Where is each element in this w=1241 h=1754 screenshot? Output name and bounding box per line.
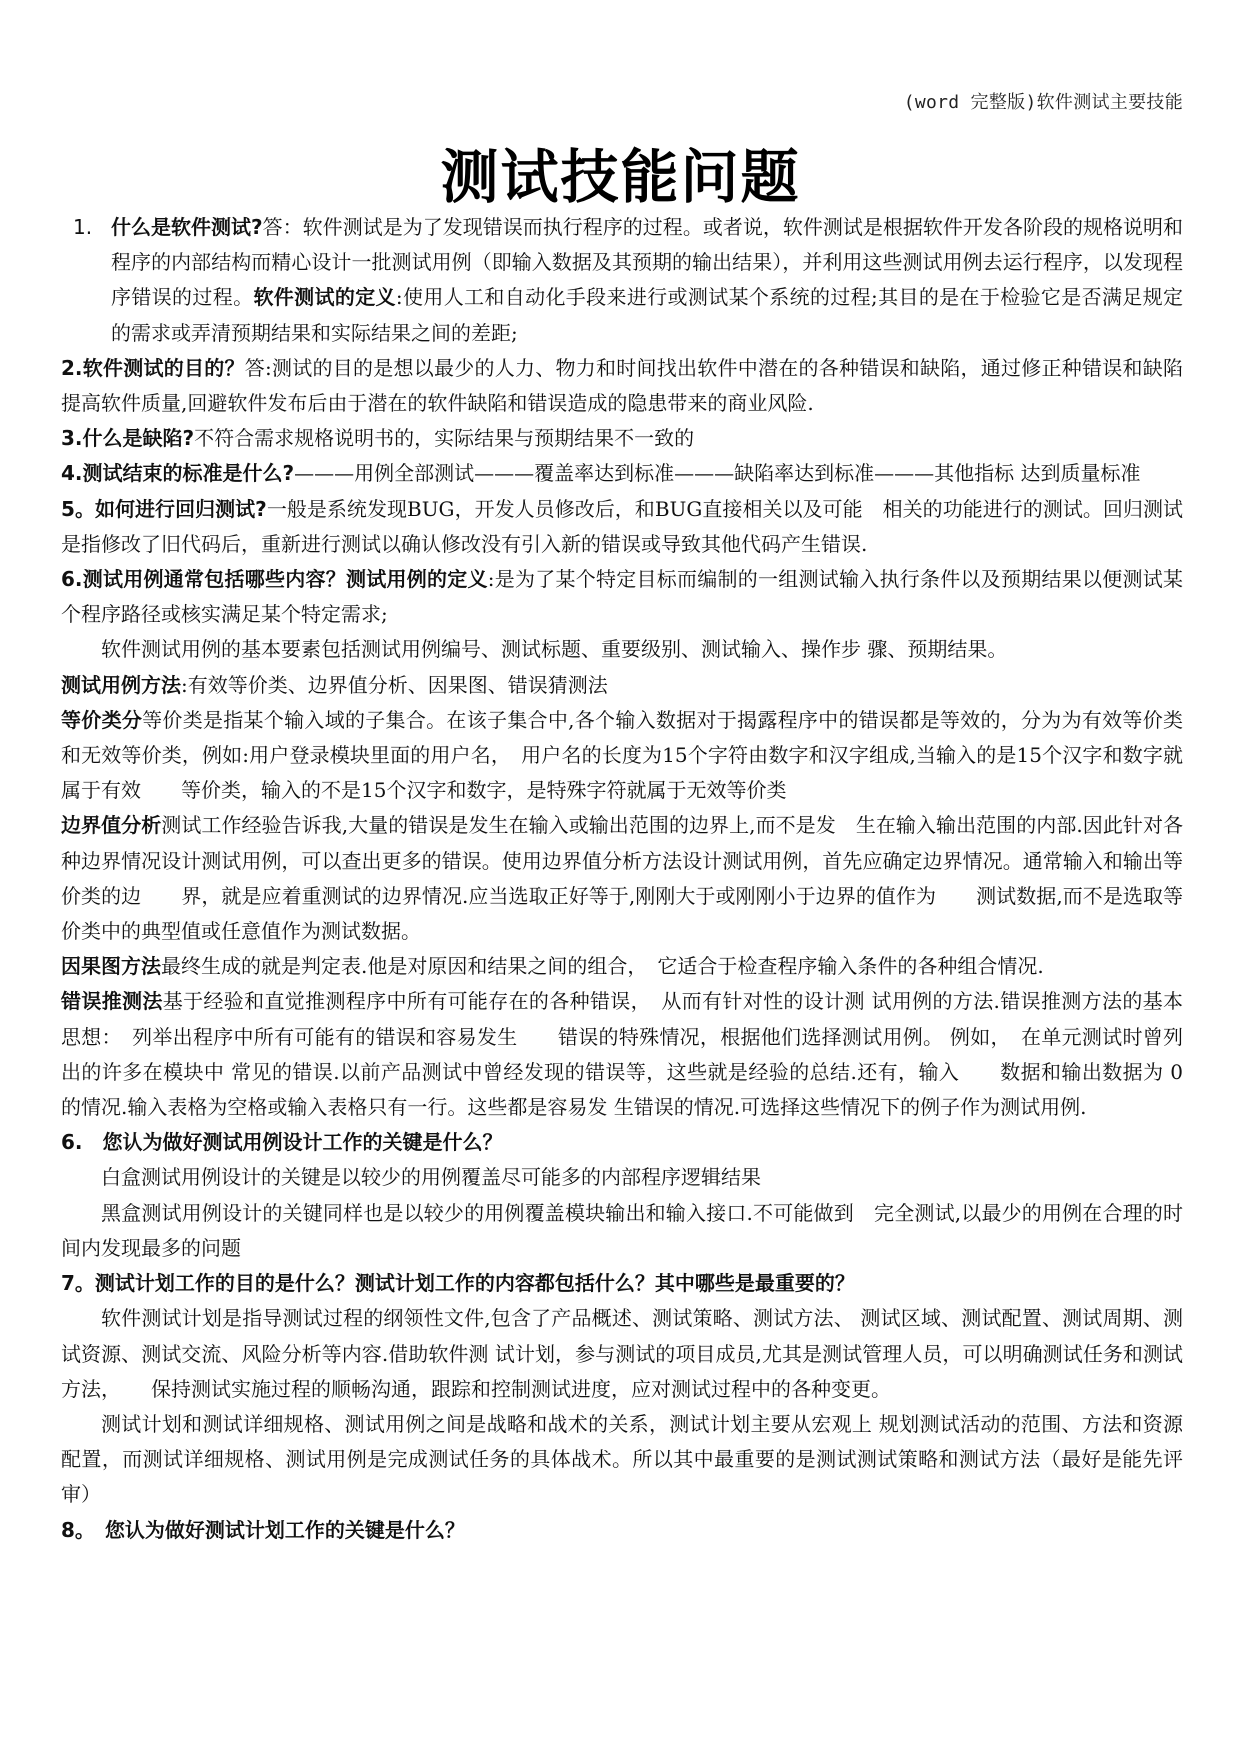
question-7-paragraph-2: 测试计划和测试详细规格、测试用例之间是战略和战术的关系，测试计划主要从宏观上 规划测试活动的范围、方法和资源配置，而测试详细规格、测试用例是完成测试任务的具体战术。所以其中最重要的是测试测试策略和测试方法（最好是能先评审） [61,1411,1183,1507]
question-1-body: 答：软件测试是为了发现错误而执行程序的过程。或者说，软件测试是根据软件开发各阶段的规格说明和程序的内部结构而精心设计一批测试用例（即输入数据及其预期的输出结果），并利用这些测试用例去运行程序，以发现程序错误的过程。 [111,215,1183,310]
boundary-value-body: 测试工作经验告诉我,大量的错误是发生在输入或输出范围的边界上,而不是发 生在输入输出范围的内部.因此针对各种边界情况设计测试用例，可以查出更多的错误。使用边界值分析方法设计测试用例，首先应确定边界情况。通常输入和输出等价类的边 界，就是应着重测试的边界情况.应当选取正好等于,刚刚大于或刚刚小于边界的值作为 测试数据,而不是选取等价类中的典型值或任意值作为测试数据。 [61,813,1184,944]
question-6-body: :是为了某个特定目标而编制的一组测试输入执行条件以及预期结果以便测试某个程序路径或核实满足某个特定需求; [61,567,1183,627]
error-guessing-body: 基于经验和直觉推测程序中所有可能存在的各种错误， 从而有针对性的设计测 试用例的方法.错误推测方法的基本思想： 列举出程序中所有可能有的错误和容易发生 错误的特殊情况，根据他们选择测试用例。 例如， 在单元测试时曾列出的许多在模块中 常见的错误.以前产品测试中曾经发现的错误等，这些就是经验的总结.还有，输入 数据和输出数据为 0 的情况.输入表格为空格或输入表格只有一行。这些都是容易发 生错误的情况.可选择这些情况下的例子作为测试用例. [61,989,1184,1120]
header-note: (word 完整版)软件测试主要技能 [903,92,1183,113]
question-6 [61,562,1183,632]
question-4-body: ———用例全部测试———覆盖率达到标准———缺陷率达到标准———其他指标 达到质量标准 [294,461,1141,486]
question-7-paragraph-1: 软件测试计划是指导测试过程的纲领性文件,包含了产品概述、测试策略、测试方法、 测试区域、测试配置、测试周期、测试资源、测试交流、风险分析等内容.借助软件测 试计划，参与测试的项目成员,尤其是测试管理人员，可以明确测试任务和测试方法， 保持测试实施过程的顺畅沟通，跟踪和控制测试进度，应对测试过程中的各种变更。 [61,1306,1183,1401]
cause-effect-body: 最终生成的就是判定表.他是对原因和结果之间的组合， 它适合于检查程序输入条件的各种组合情况. [161,954,1044,979]
black-box-key: 黑盒测试用例设计的关键同样也是以较少的用例覆盖模块输出和输入接口.不可能做到 完全测试,以最少的用例在合理的时间内发现最多的问题 [61,1200,1183,1260]
question-5-lead: 5。如何进行回归测试? [61,496,267,521]
error-guessing-lead: 错误推测法 [61,989,163,1014]
software-testing-definition-lead: 软件测试的定义 [253,285,396,310]
boundary-value-lead: 边界值分析 [61,813,162,838]
question-8-heading: 8。 您认为做好测试计划工作的关键是什么？ [61,1517,465,1542]
test-case-elements: 软件测试用例的基本要素包括测试用例编号、测试标题、重要级别、测试输入、操作步 骤、预期结果。 [101,637,1008,662]
test-case-methods-lead: 测试用例方法 [61,672,181,697]
test-case-methods [61,668,1183,703]
question-6-lead: 6.测试用例通常包括哪些内容？测试用例的定义 [61,567,488,592]
question-4-lead: 4.测试结束的标准是什么? [61,461,295,486]
question-1-lead: 什么是软件测试? [111,215,263,239]
question-1-text [111,210,1183,351]
question-2-body: 答:测试的目的是想以最少的人力、物力和时间找出软件中潜在的各种错误和缺陷，通过修正种错误和缺陷提高软件质量,回避软件发布后由于潜在的软件缺陷和错误造成的隐患带来的商业风险. [61,355,1183,416]
question-3-lead: 3.什么是缺陷? [61,426,195,451]
equivalence-class-lead: 等价类分 [61,707,143,732]
document-body [61,210,1183,1548]
question-3-body: 不符合需求规格说明书的，实际结果与预期结果不一致的 [194,426,695,451]
page-title: 测试技能问题 [440,143,801,211]
question-7-heading: 7。测试计划工作的目的是什么？测试计划工作的内容都包括什么？其中哪些是最重要的？ [61,1271,855,1296]
software-testing-definition-body: :使用人工和自动化手段来进行或测试某个系统的过程;其目的是在于检验它是否满足规定的需求或弄清预期结果和实际结果之间的差距; [111,285,1184,345]
question-3 [61,421,1183,456]
cause-effect [61,949,1183,984]
white-box-key: 白盒测试用例设计的关键是以较少的用例覆盖尽可能多的内部程序逻辑结果 [101,1165,761,1190]
question-4 [61,456,1183,491]
question-6b-heading: 6. 您认为做好测试用例设计工作的关键是什么？ [61,1130,503,1155]
question-1-number: 1. [73,215,93,239]
cause-effect-lead: 因果图方法 [61,954,161,979]
equivalence-class-body: 等价类是指某个输入域的子集合。在该子集合中,各个输入数据对于揭露程序中的错误都是等效的，分为为有效等价类和无效等价类，例如:用户登录模块里面的用户名， 用户名的长度为15个字符由数字和汉字组成,当输入的是15个汉字和数字就属于有效 等价类，输入的不是15个汉字和数字，是特殊字符就属于无效等价类 [61,707,1184,803]
error-guessing [61,984,1183,1125]
question-5 [61,492,1183,562]
test-case-methods-body: :有效等价类、边界值分析、因果图、错误猜测法 [181,672,608,697]
equivalence-class [61,703,1183,809]
boundary-value [61,808,1183,949]
question-2 [61,351,1183,421]
question-1 [61,210,1183,351]
question-2-lead: 2.软件测试的目的？ [61,355,245,380]
question-5-body: 一般是系统发现BUG，开发人员修改后，和BUG直接相关以及可能 相关的功能进行的测试。回归测试是指修改了旧代码后，重新进行测试以确认修改没有引入新的错误或导致其他代码产生错误. [61,496,1183,556]
